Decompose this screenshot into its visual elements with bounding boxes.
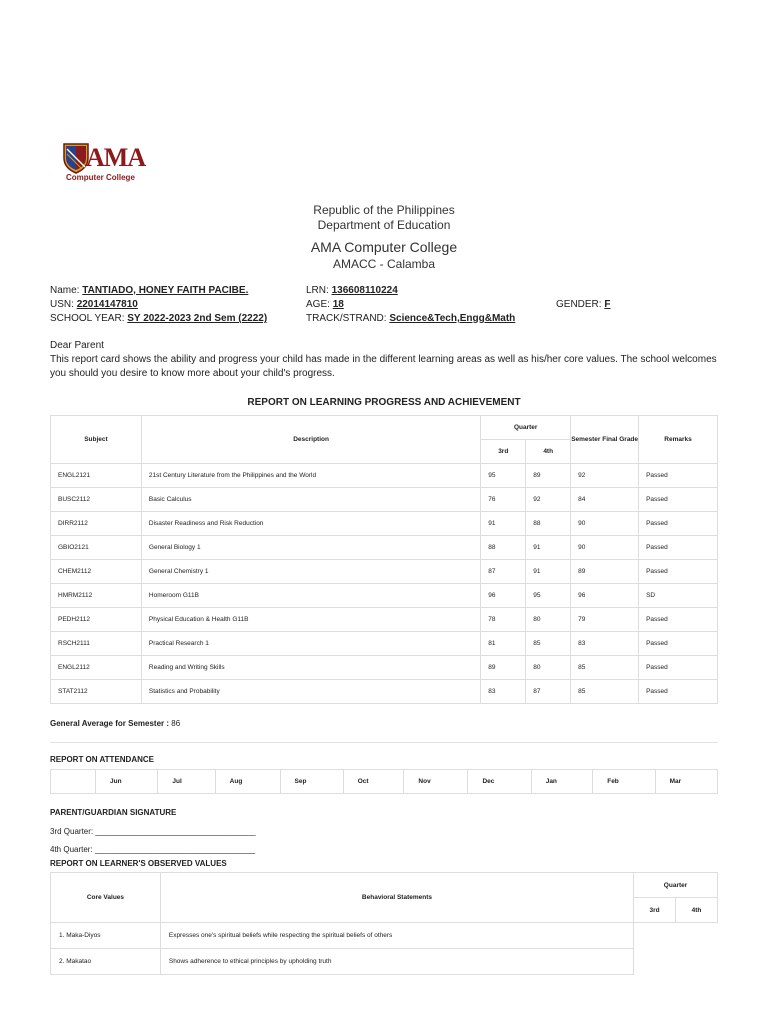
month-5: Nov xyxy=(404,770,468,794)
grade-row xyxy=(51,632,718,656)
progress-title: REPORT ON LEARNING PROGRESS AND ACHIEVEMENT xyxy=(247,397,521,408)
student-track: TRACK/STRAND: Science&Tech,Engg&Math xyxy=(306,313,516,324)
letter-body: This report card shows the ability and progress your child has made in the different learning areas as well as his/her core values. The school welcomes you should you desire to know more about your child's progress. xyxy=(50,354,717,379)
attendance-table xyxy=(50,769,718,794)
col-q3: 3rd xyxy=(481,440,526,464)
student-gender: GENDER: F xyxy=(556,299,611,310)
grade-row xyxy=(51,512,718,536)
subject-code: ENGL2121 xyxy=(51,464,142,488)
grade-final: 79 xyxy=(571,608,639,632)
month-8: Feb xyxy=(593,770,655,794)
month-3: Sep xyxy=(280,770,343,794)
grade-final: 90 xyxy=(571,536,639,560)
value-row xyxy=(51,949,718,975)
grade-q3: 87 xyxy=(481,560,526,584)
student-lrn: LRN: 136608110224 xyxy=(306,285,398,296)
letter-greeting: Dear Parent xyxy=(50,340,104,351)
subject-code: STAT2112 xyxy=(51,680,142,704)
grade-final: 84 xyxy=(571,488,639,512)
values-table xyxy=(50,872,718,975)
grade-final: 83 xyxy=(571,632,639,656)
grade-final: 92 xyxy=(571,464,639,488)
signature-q3: 3rd Quarter: ____________________________________ xyxy=(50,827,256,836)
grade-final: 85 xyxy=(571,656,639,680)
subject-description: Homeroom G11B xyxy=(141,584,480,608)
subject-code: PEDH2112 xyxy=(51,608,142,632)
grade-remarks: Passed xyxy=(639,488,718,512)
col-description: Description xyxy=(141,416,480,464)
subject-description: General Biology 1 xyxy=(141,536,480,560)
grade-q3: 89 xyxy=(481,656,526,680)
grade-q3: 95 xyxy=(481,464,526,488)
col-remarks: Remarks xyxy=(639,416,718,464)
col-behavior: Behavioral Statements xyxy=(160,873,633,923)
header-campus: AMACC - Calamba xyxy=(332,257,436,271)
grade-remarks: Passed xyxy=(639,632,718,656)
student-name: Name: TANTIADO, HONEY FAITH PACIBE. xyxy=(50,285,249,296)
grade-q4: 91 xyxy=(526,560,571,584)
col-core-values: Core Values xyxy=(51,873,161,923)
grade-row xyxy=(51,488,718,512)
core-value: 1. Maka-Diyos xyxy=(51,923,161,949)
subject-description: 21st Century Literature from the Philippines and the World xyxy=(141,464,480,488)
attendance-blank-cell xyxy=(51,770,96,794)
subject-code: HMRM2112 xyxy=(51,584,142,608)
grade-row xyxy=(51,536,718,560)
values-title: REPORT ON LEARNER'S OBSERVED VALUES xyxy=(50,859,227,868)
grade-remarks: Passed xyxy=(639,464,718,488)
month-6: Dec xyxy=(468,770,531,794)
value-row xyxy=(51,923,718,949)
grade-row xyxy=(51,560,718,584)
grade-row xyxy=(51,464,718,488)
col-final: Semester Final Grade xyxy=(571,416,639,464)
grade-q3: 83 xyxy=(481,680,526,704)
grade-row xyxy=(51,608,718,632)
grade-remarks: Passed xyxy=(639,608,718,632)
logo-subtext: Computer College xyxy=(66,173,135,182)
grade-remarks: Passed xyxy=(639,512,718,536)
subject-description: Reading and Writing Skills xyxy=(141,656,480,680)
month-0: Jun xyxy=(96,770,158,794)
month-9: Mar xyxy=(655,770,717,794)
grade-row xyxy=(51,680,718,704)
grade-final: 89 xyxy=(571,560,639,584)
col-values-quarter: Quarter xyxy=(634,873,718,898)
attendance-title: REPORT ON ATTENDANCE xyxy=(50,755,154,764)
subject-description: Statistics and Probability xyxy=(141,680,480,704)
grade-remarks: Passed xyxy=(639,536,718,560)
month-2: Aug xyxy=(215,770,280,794)
student-age: AGE: 18 xyxy=(306,299,344,310)
grade-remarks: Passed xyxy=(639,656,718,680)
grade-q3: 81 xyxy=(481,632,526,656)
col-values-q4: 4th xyxy=(676,898,718,923)
student-usn: USN: 22014147810 xyxy=(50,299,138,310)
grade-row xyxy=(51,584,718,608)
col-subject: Subject xyxy=(51,416,142,464)
behavior-statement: Expresses one's spiritual beliefs while respecting the spiritual beliefs of others xyxy=(160,923,633,949)
col-q4: 4th xyxy=(526,440,571,464)
subject-description: Disaster Readiness and Risk Reduction xyxy=(141,512,480,536)
grade-q3: 78 xyxy=(481,608,526,632)
core-value: 2. Makatao xyxy=(51,949,161,975)
subject-description: Physical Education & Health G11B xyxy=(141,608,480,632)
col-values-q3: 3rd xyxy=(634,898,676,923)
grade-remarks: Passed xyxy=(639,560,718,584)
grade-final: 96 xyxy=(571,584,639,608)
grade-q4: 89 xyxy=(526,464,571,488)
grade-final: 85 xyxy=(571,680,639,704)
grade-final: 90 xyxy=(571,512,639,536)
general-average: General Average for Semester : 86 xyxy=(50,719,181,728)
grade-q4: 85 xyxy=(526,632,571,656)
month-1: Jul xyxy=(158,770,215,794)
subject-code: BUSC2112 xyxy=(51,488,142,512)
header-deped: Department of Education xyxy=(317,218,451,232)
grade-row xyxy=(51,656,718,680)
subject-description: Practical Research 1 xyxy=(141,632,480,656)
header-republic: Republic of the Philippines xyxy=(313,203,455,217)
grades-table xyxy=(50,415,718,704)
subject-code: CHEM2112 xyxy=(51,560,142,584)
school-logo xyxy=(62,142,154,186)
signature-title: PARENT/GUARDIAN SIGNATURE xyxy=(50,808,177,817)
grade-q4: 95 xyxy=(526,584,571,608)
grade-q4: 92 xyxy=(526,488,571,512)
grade-q3: 76 xyxy=(481,488,526,512)
grade-q4: 87 xyxy=(526,680,571,704)
signature-q4: 4th Quarter: ____________________________________ xyxy=(50,845,256,854)
behavior-statement: Shows adherence to ethical principles by upholding truth xyxy=(160,949,633,975)
grade-q3: 91 xyxy=(481,512,526,536)
subject-code: DIRR2112 xyxy=(51,512,142,536)
subject-code: ENGL2112 xyxy=(51,656,142,680)
month-7: Jan xyxy=(531,770,593,794)
student-school-year: SCHOOL YEAR: SY 2022-2023 2nd Sem (2222) xyxy=(50,313,268,324)
grade-remarks: SD xyxy=(639,584,718,608)
subject-description: General Chemistry 1 xyxy=(141,560,480,584)
grade-q3: 88 xyxy=(481,536,526,560)
subject-code: RSCH2111 xyxy=(51,632,142,656)
grade-q4: 91 xyxy=(526,536,571,560)
grade-q4: 88 xyxy=(526,512,571,536)
grade-remarks: Passed xyxy=(639,680,718,704)
divider xyxy=(50,742,718,743)
logo-text: AMA xyxy=(86,143,146,172)
subject-code: GBIO2121 xyxy=(51,536,142,560)
grade-q4: 80 xyxy=(526,656,571,680)
header-school: AMA Computer College xyxy=(310,239,458,255)
month-4: Oct xyxy=(343,770,404,794)
grade-q4: 80 xyxy=(526,608,571,632)
grade-q3: 96 xyxy=(481,584,526,608)
subject-description: Basic Calculus xyxy=(141,488,480,512)
col-quarter: Quarter xyxy=(481,416,571,440)
